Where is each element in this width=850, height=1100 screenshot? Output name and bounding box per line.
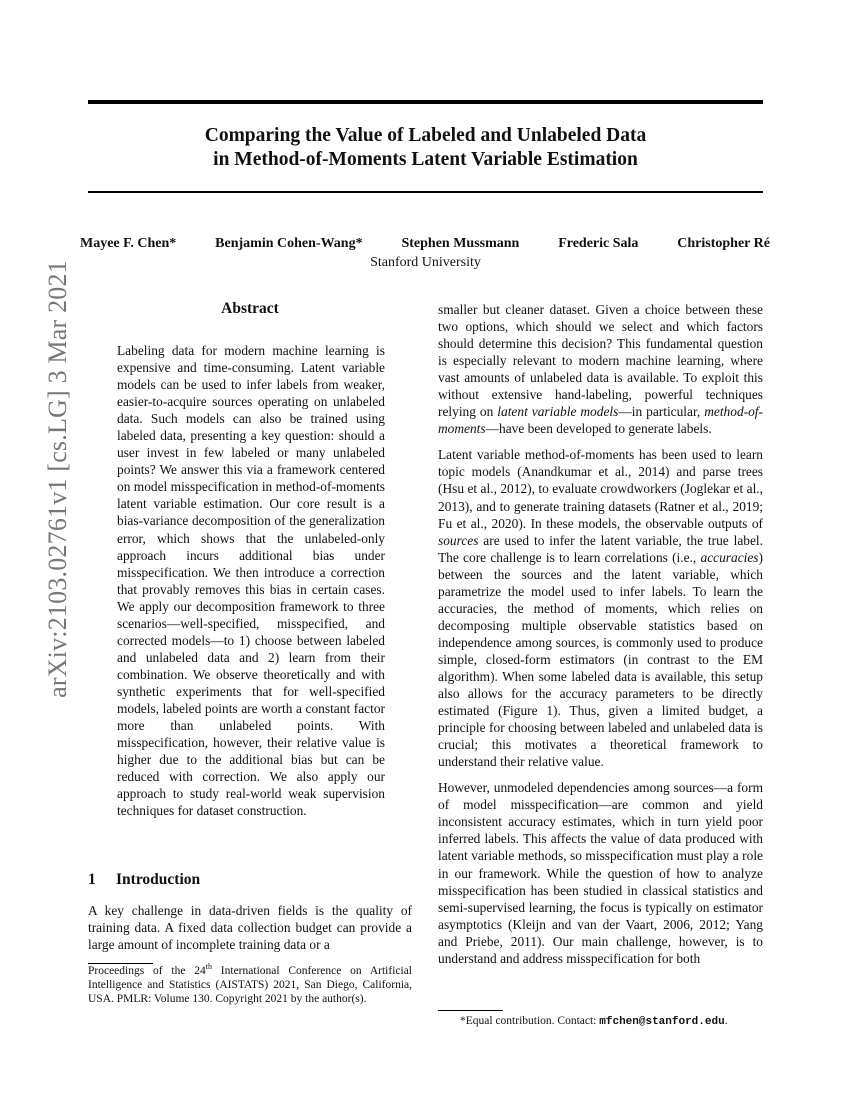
author: Mayee F. Chen* xyxy=(80,236,177,251)
author-list xyxy=(80,236,770,252)
author: Stephen Mussmann xyxy=(401,236,520,251)
paragraph: Latent variable method-of-moments has been used to learn topic models (Anandkumar et al., 2014) and parse trees (Hsu et al., 2012), to evaluate crowdworkers (Joglekar et al., 2013), and to generate training datasets (Ratner et al., 2019; Fu et al., 2020). In these models, the observable outputs of sources are used to infer the latent variable, the true label. The core challenge is to learn correlations (i.e., accuracies) between the sources and the latent variable, which parametrize the model used to infer labels. To learn the accuracies, the method of moments, which relies on decomposing multiple observable statistics based on independence among sources, is commonly used to produce simple, closed-form estimators (in contrast to the EM algorithm). When some labeled data is available, this setup also allows for the accuracy parameters to be directly estimated (Figure 1). Thus, given a limited budget, a principle for choosing between labeled and unlabeled data is crucial; this motivates a theoretical framework to understand their relative value. xyxy=(438,447,763,770)
intro-text: A key challenge in data-driven fields is the quality of training data. A fixed data collection budget can provide a large amount of incomplete training data or a xyxy=(88,903,412,953)
paragraph: However, unmodeled dependencies among sources—a form of model misspecification—are common and yield inconsistent accuracy estimates, which in turn yield poor inferred labels. This affects the value of data produced with latent variable methods, so misspecification must play a role in our framework. While the question of how to analyze misspecification has been studied in classical statistics and semi-supervised learning, the focus is typically on estimator asymptotics (Kleijn and van der Vaart, 2006, 2012; Yang and Priebe, 2011). Our main challenge, however, is to understand and address misspecification for both xyxy=(438,780,763,966)
author: Benjamin Cohen-Wang* xyxy=(215,236,363,251)
abstract-text: Labeling data for modern machine learning is expensive and time-consuming. Latent variable models can be used to infer labels from weaker, easier-to-acquire sources operating on unlabeled data. Such models can also be trained using labeled data, presenting a key question: should a user invest in few labeled or many unlabeled points? We answer this via a framework centered on model misspecification in method-of-moments latent variable estimation. Our core result is a bias-variance decomposition of the generalization error, which shows that the unlabeled-only approach incurs additional bias under misspecification. We then introduce a correction that provably removes this bias in certain cases. We apply our decomposition framework to three scenarios—well-specified, misspecified, and corrected models—to 1) choose between labeled and unlabeled data and 2) learn from their combination. We observe theoretically and with synthetic experiments that for well-specified models, labeled points are worth a constant factor more than unlabeled points. With misspecification, however, their relative value is higher due to the additional bias but can be reduced with correction. We also apply our approach to study real-world weak supervision techniques for dataset construction. xyxy=(117,343,385,819)
abstract-heading: Abstract xyxy=(221,300,279,317)
abstract-body xyxy=(117,342,385,819)
author: Frederic Sala xyxy=(558,236,639,251)
top-rule xyxy=(88,100,763,104)
proceedings-footnote: Proceedings of the 24th International Conference on Artificial Intelligence and Statistics (AISTATS) 2021, San Diego, California, USA. PMLR: Volume 130. Copyright 2021 by the author(s). xyxy=(88,962,412,1006)
affiliation: Stanford University xyxy=(370,255,481,270)
author: Christopher Ré xyxy=(677,236,770,251)
arxiv-stamp: arXiv:2103.02761v1 [cs.LG] 3 Mar 2021 xyxy=(43,260,72,698)
paper-title xyxy=(88,124,763,172)
title-line-2: in Method-of-Moments Latent Variable Estimation xyxy=(213,149,638,170)
section-number: 1 xyxy=(88,871,96,888)
footnote-rule-right xyxy=(438,1010,503,1011)
intro-paragraph xyxy=(88,902,412,953)
right-column xyxy=(438,301,763,967)
title-line-1: Comparing the Value of Labeled and Unlabeled Data xyxy=(204,125,647,146)
contact-email[interactable]: mfchen@stanford.edu xyxy=(599,1016,725,1028)
title-bottom-rule xyxy=(88,191,763,193)
paragraph: smaller but cleaner dataset. Given a choice between these two options, which should we select and which factors should determine this decision? This fundamental question is especially relevant to modern machine learning, where vast amounts of unlabeled data is available. To exploit this without extensive hand-labeling, powerful techniques relying on latent variable models—in particular, method-of-moments—have been developed to generate labels. xyxy=(438,302,763,437)
section-heading-introduction xyxy=(88,871,200,889)
equal-contribution-footnote: *Equal contribution. Contact: mfchen@stanford.edu. xyxy=(460,1015,728,1028)
section-title: Introduction xyxy=(116,871,201,888)
